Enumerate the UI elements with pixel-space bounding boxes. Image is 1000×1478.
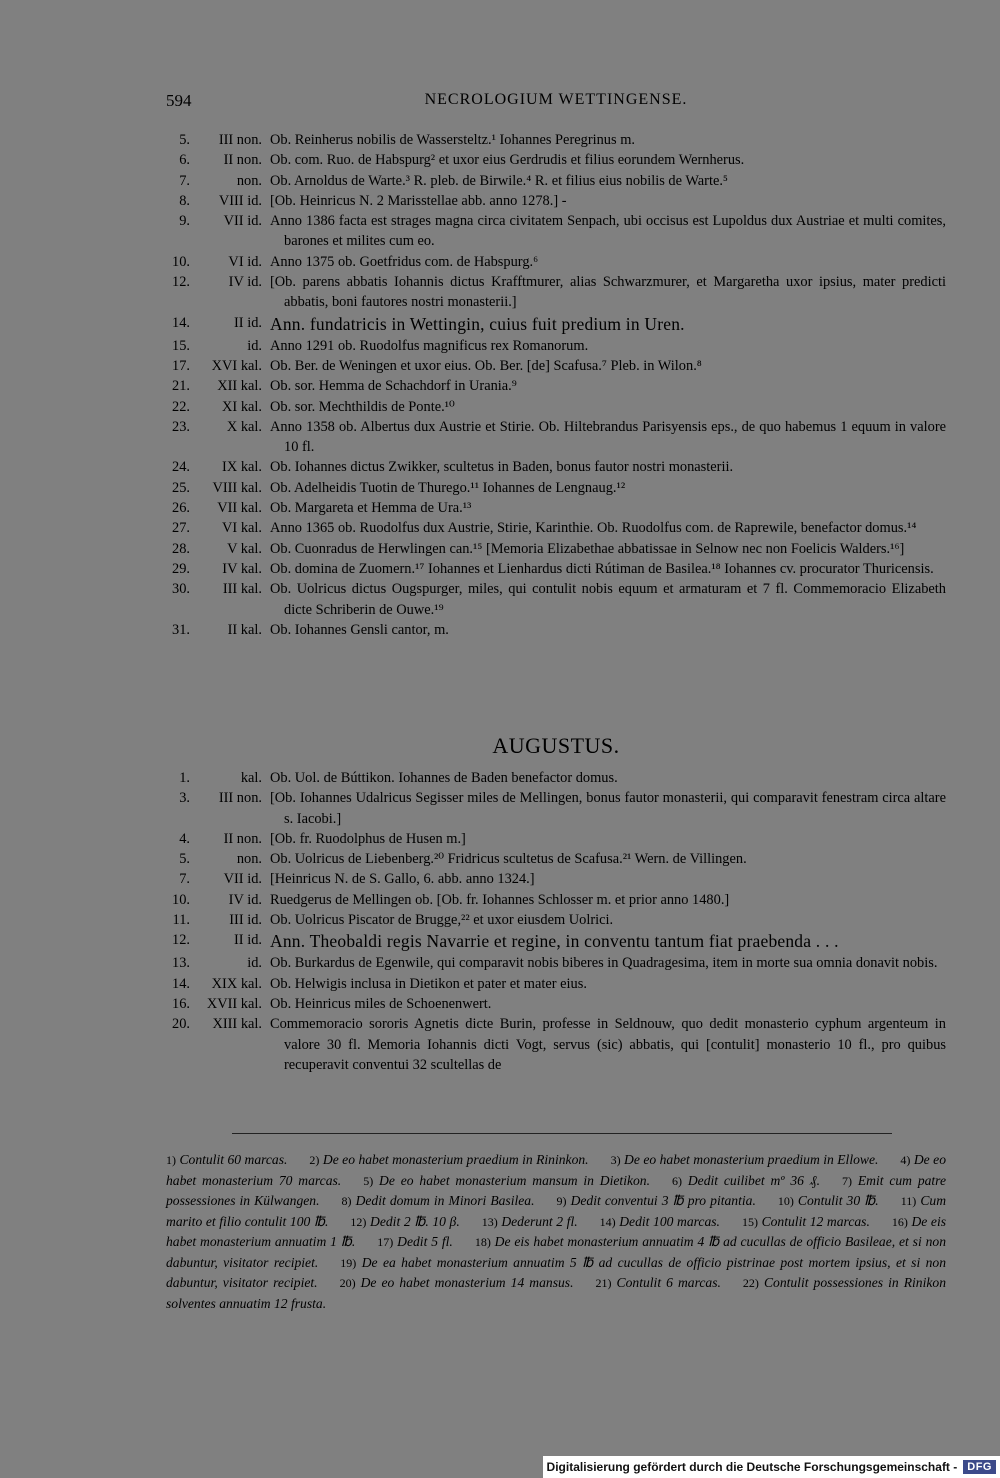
entry-text: Anno 1291 ob. Ruodolfus magnificus rex Romanorum. bbox=[270, 337, 589, 354]
footnote-text: De eo habet monasterium praedium in Rininkon. bbox=[322, 1152, 589, 1167]
entry-text: [Ob. parens abbatis Iohannis dictus Krafftmurer, alias Schwarzmurer, et Margaretha uxor ipsius, mater predicti abbatis, boni fautores nostri monasterii.] bbox=[270, 274, 946, 311]
entry-text: Anno 1386 facta est strages magna circa civitatem Senpach, ubi occisus est Lupoldus dux Austriae et multi comites, barones et milites cum eo. bbox=[270, 213, 946, 250]
entry-date: VII id. bbox=[223, 213, 262, 230]
entry-day: 16. bbox=[172, 995, 190, 1012]
entry-day: 24. bbox=[172, 459, 190, 476]
entry-text: Ob. Heinricus miles de Schoenenwert. bbox=[270, 995, 492, 1012]
entry-text: Ob. com. Ruo. de Habspurg² et uxor eius Gerdrudis et filius eorundem Wernherus. bbox=[270, 152, 745, 169]
necrology-entry bbox=[166, 1014, 946, 1075]
entry-date: IX kal. bbox=[222, 459, 262, 476]
footnote bbox=[363, 1173, 650, 1188]
entry-text: Ob. Uolricus de Liebenberg.²⁰ Fridricus scultetus de Scafusa.²¹ Wern. de Villingen. bbox=[270, 851, 747, 868]
entry-day: 30. bbox=[172, 581, 190, 598]
footnote bbox=[482, 1214, 578, 1229]
necrology-entry bbox=[166, 171, 946, 191]
entry-day: 11. bbox=[172, 912, 190, 929]
entry-day: 6. bbox=[179, 152, 190, 169]
necrology-entry bbox=[166, 498, 946, 518]
footnote-text: Contulit possessiones in Rinikon solventes annuatim 12 frusta. bbox=[166, 1275, 946, 1311]
necrology-entry bbox=[166, 252, 946, 272]
entry-text: Ob. Burkardus de Egenwile, qui comparavit nobis biberes in Quadragesima, item in morte sua omnia donavit nobis. bbox=[270, 955, 938, 972]
footnote-marker: 18) bbox=[474, 1235, 491, 1249]
necrology-entry bbox=[166, 930, 946, 953]
entry-day: 15. bbox=[172, 337, 190, 354]
necrology-entry bbox=[166, 890, 946, 910]
entry-date: II id. bbox=[234, 314, 262, 331]
footnote-marker: 11) bbox=[900, 1194, 917, 1208]
july-entries bbox=[166, 130, 946, 640]
necrology-entry bbox=[166, 788, 946, 829]
entry-day: 12. bbox=[172, 274, 190, 291]
entry-text: Ob. Helwigis inclusa in Dietikon et pater et mater eius. bbox=[270, 975, 587, 992]
entry-date: IV kal. bbox=[222, 560, 262, 577]
entry-day: 13. bbox=[172, 955, 190, 972]
necrology-entry bbox=[166, 579, 946, 620]
entry-date: XII kal. bbox=[217, 378, 262, 395]
footnote-marker: 13) bbox=[481, 1214, 498, 1229]
footnote-marker: 16) bbox=[891, 1214, 908, 1229]
footnote-marker: 3) bbox=[610, 1153, 621, 1167]
footnote-marker: 6) bbox=[672, 1173, 683, 1188]
entry-day: 4. bbox=[179, 830, 190, 847]
necrology-entry bbox=[166, 397, 946, 417]
footnote-text: Contulit 6 marcas. bbox=[616, 1275, 721, 1290]
footnote bbox=[557, 1193, 756, 1208]
footnote-text: De eo habet monasterium 14 mansus. bbox=[360, 1275, 574, 1290]
entry-date: XVII kal. bbox=[206, 995, 262, 1012]
entry-day: 31. bbox=[172, 621, 190, 638]
entry-day: 7. bbox=[179, 871, 190, 888]
footnote-text: Emit cum patre possessiones in Külwangen. bbox=[166, 1172, 947, 1208]
entry-day: 22. bbox=[172, 398, 190, 415]
necrology-entry bbox=[166, 953, 946, 973]
entry-date: non. bbox=[236, 851, 262, 868]
entry-text: [Ob. Iohannes Udalricus Segisser miles de Mellingen, bonus fautor monasterii, qui comparavit fenestram circa altare s. Iacobi.] bbox=[270, 790, 946, 827]
necrology-entry bbox=[166, 539, 946, 559]
footnotes bbox=[166, 1150, 946, 1314]
footnote-text: De eo habet monasterium praedium in Ellowe. bbox=[624, 1152, 879, 1167]
entry-day: 21. bbox=[172, 378, 190, 395]
entry-date: VIII id. bbox=[218, 192, 262, 209]
footnote-text: Contulit 12 marcas. bbox=[761, 1213, 870, 1229]
entry-day: 25. bbox=[172, 479, 190, 496]
footnote-text: Dedit domum in Minori Basilea. bbox=[355, 1193, 535, 1208]
footnote bbox=[742, 1214, 870, 1229]
running-title: NECROLOGIUM WETTINGENSE. bbox=[424, 91, 688, 108]
entry-date: kal. bbox=[240, 770, 262, 786]
footnote-marker: 19) bbox=[340, 1255, 357, 1270]
entry-text: [Heinricus N. de S. Gallo, 6. abb. anno 1324.] bbox=[270, 871, 535, 888]
necrology-entry bbox=[166, 336, 946, 356]
entry-text: Ob. Reinherus nobilis de Wassersteltz.¹ Iohannes Peregrinus m. bbox=[270, 132, 635, 148]
entry-text: Ob. sor. Hemma de Schachdorf in Urania.⁹ bbox=[270, 378, 517, 395]
entry-day: 23. bbox=[172, 418, 190, 435]
entry-day: 14. bbox=[172, 975, 190, 992]
footnote bbox=[350, 1214, 459, 1229]
entry-text: Ob. domina de Zuomern.¹⁷ Iohannes et Lienhardus dicti Rútiman de Basilea.¹⁸ Iohannes cv. procurator Thuricensis. bbox=[270, 560, 934, 577]
footnote-marker: 22) bbox=[742, 1276, 759, 1290]
necrology-entry bbox=[166, 457, 946, 477]
footnote bbox=[340, 1275, 574, 1290]
entry-date: VI kal. bbox=[222, 520, 262, 537]
august-entries bbox=[166, 768, 946, 1075]
entry-date: II non. bbox=[223, 830, 262, 847]
necrology-entry bbox=[166, 376, 946, 396]
entry-text: Ann. fundatricis in Wettingin, cuius fuit predium in Uren. bbox=[270, 313, 685, 334]
entry-date: non. bbox=[236, 172, 262, 189]
entry-date: XVI kal. bbox=[211, 357, 262, 374]
necrology-entry bbox=[166, 191, 946, 211]
necrology-entry bbox=[166, 869, 946, 889]
entry-text: Commemoracio sororis Agnetis dicte Burin, professe in Seldnouw, quo dedit monasterio cyphum argenteum in valore 30 fl. Memoria Iohannis dicti Vogt, servus (sic) abbatis, qui [contulit] monasterio 10 fl., pro quibus recuperavit conventui 32 scultellas de bbox=[270, 1016, 946, 1073]
entry-text: Ob. Uol. de Búttikon. Iohannes de Baden benefactor domus. bbox=[270, 770, 618, 786]
entry-day: 20. bbox=[172, 1016, 190, 1033]
necrology-entry bbox=[166, 130, 946, 150]
footnote-text: De eis habet monasterium annuatim 1 ℔. bbox=[166, 1213, 947, 1249]
footnote bbox=[595, 1275, 720, 1290]
entry-day: 17. bbox=[172, 357, 190, 374]
entry-text: Ob. Ber. de Weningen et uxor eius. Ob. Ber. [de] Scafusa.⁷ Pleb. in Wilon.⁸ bbox=[270, 357, 702, 374]
necrology-entry bbox=[166, 559, 946, 579]
necrology-entry bbox=[166, 272, 946, 313]
necrology-entry bbox=[166, 849, 946, 869]
entry-day: 26. bbox=[172, 500, 190, 517]
footnote bbox=[778, 1193, 879, 1208]
entry-date: IV id. bbox=[228, 274, 262, 291]
footnote-marker: 12) bbox=[350, 1214, 367, 1229]
page-number: 594 bbox=[166, 91, 192, 110]
entry-date: IV id. bbox=[228, 891, 262, 908]
footnote-marker: 21) bbox=[595, 1276, 612, 1290]
digitization-credit-bar bbox=[543, 1456, 1000, 1478]
footnote-marker: 17) bbox=[377, 1235, 394, 1249]
footnote-text: Dedit 5 fl. bbox=[397, 1234, 453, 1249]
necrology-entry bbox=[166, 417, 946, 458]
footnote-marker: 10) bbox=[777, 1194, 794, 1208]
necrology-entry bbox=[166, 974, 946, 994]
entry-day: 5. bbox=[179, 132, 190, 148]
footnote-marker: 8) bbox=[341, 1194, 352, 1208]
entry-date: III kal. bbox=[222, 581, 262, 598]
entry-day: 7. bbox=[179, 172, 190, 189]
footnote bbox=[377, 1234, 453, 1249]
footnote bbox=[342, 1193, 535, 1208]
entry-date: III id. bbox=[229, 912, 262, 929]
necrology-entry bbox=[166, 211, 946, 252]
necrology-entry bbox=[166, 768, 946, 788]
entry-text: Ob. Iohannes dictus Zwikker, scultetus in Baden, bonus fautor nostri monasterii. bbox=[270, 459, 734, 476]
entry-text: Ruedgerus de Mellingen ob. [Ob. fr. Iohannes Schlosser m. et prior anno 1480.] bbox=[270, 891, 730, 908]
entry-day: 27. bbox=[172, 520, 190, 537]
entry-day: 10. bbox=[172, 891, 190, 908]
footnote-marker: 5) bbox=[363, 1173, 374, 1188]
credit-text: Digitalisierung gefördert durch die Deutsche Forschungsgemeinschaft - bbox=[546, 1460, 958, 1474]
footnote-text: De eis habet monasterium annuatim 4 ℔ ad cucullas de officio Basileae, et si non dabuntur, visitator recipiet. bbox=[166, 1234, 946, 1270]
footnote-marker: 2) bbox=[309, 1153, 320, 1167]
entry-text: Anno 1365 ob. Ruodolfus dux Austrie, Stirie, Karinthie. Ob. Ruodolfus com. de Raprewile, benefactor domus.¹⁴ bbox=[270, 520, 917, 537]
footnote bbox=[600, 1214, 720, 1229]
entry-day: 3. bbox=[179, 790, 190, 807]
footnote-marker: 4) bbox=[900, 1153, 911, 1167]
footnote-text: Contulit 60 marcas. bbox=[179, 1152, 288, 1167]
entry-date: III non. bbox=[218, 790, 262, 807]
entry-text: Ob. Iohannes Gensli cantor, m. bbox=[270, 621, 449, 638]
entry-date: V kal. bbox=[227, 540, 262, 557]
footnote-separator bbox=[232, 1133, 892, 1134]
entry-date: VII id. bbox=[223, 871, 262, 888]
entry-date: XIII kal. bbox=[212, 1016, 262, 1033]
entry-text: Ob. Cuonradus de Herwlingen can.¹⁵ [Memoria Elizabethae abbatissae in Selnow nec non Foelicis Walders.¹⁶] bbox=[270, 540, 905, 557]
necrology-entry bbox=[166, 994, 946, 1014]
entry-day: 14. bbox=[172, 314, 190, 331]
entry-day: 1. bbox=[179, 770, 190, 786]
entry-date: id. bbox=[247, 337, 262, 354]
necrology-entry bbox=[166, 478, 946, 498]
entry-text: Anno 1375 ob. Goetfridus com. de Habspurg.⁶ bbox=[270, 253, 539, 270]
entry-date: VII kal. bbox=[217, 500, 262, 517]
necrology-entry bbox=[166, 910, 946, 930]
entry-date: VIII kal. bbox=[212, 479, 262, 496]
dfg-logo: DFG bbox=[963, 1460, 996, 1474]
entry-text: [Ob. fr. Ruodolphus de Husen m.] bbox=[270, 830, 466, 847]
entry-date: II kal. bbox=[227, 621, 262, 638]
entry-date: VI id. bbox=[228, 253, 262, 270]
entry-day: 9. bbox=[179, 213, 190, 230]
entry-date: II id. bbox=[234, 932, 262, 949]
footnote-text: Dedit conventui 3 ℔ pro pitantia. bbox=[570, 1193, 756, 1208]
entry-text: Anno 1358 ob. Albertus dux Austrie et Stirie. Ob. Hiltebrandus Parisyensis eps., de quo habemus 1 equum in valore 10 fl. bbox=[270, 418, 946, 456]
entry-date: XIX kal. bbox=[211, 975, 262, 992]
page-header bbox=[166, 91, 946, 113]
footnote-marker: 1) bbox=[166, 1153, 176, 1167]
entry-day: 8. bbox=[179, 192, 190, 209]
footnote-marker: 14) bbox=[599, 1214, 616, 1229]
footnote-text: De eo habet monasterium 70 marcas. bbox=[166, 1152, 946, 1188]
necrology-entry bbox=[166, 356, 946, 376]
necrology-entry bbox=[166, 518, 946, 538]
entry-day: 29. bbox=[172, 560, 190, 577]
footnote-marker: 7) bbox=[841, 1173, 852, 1188]
footnote-text: De ea habet monasterium annuatim 5 ℔ ad cucullas de officio pistrinae post mortem ipsius, et si non dabuntur, visitator recipiet. bbox=[166, 1254, 947, 1290]
footnote-text: Dedit cuilibet mº 36 ₰. bbox=[687, 1172, 820, 1188]
footnote-text: Dedit 100 marcas. bbox=[619, 1213, 720, 1229]
necrology-entry bbox=[166, 620, 946, 640]
entry-text: Ob. Arnoldus de Warte.³ R. pleb. de Birwile.⁴ R. et filius eius nobilis de Warte.⁵ bbox=[270, 172, 728, 189]
footnote-text: Contulit 30 ℔. bbox=[797, 1193, 879, 1208]
entry-text: Ob. Uolricus dictus Ougspurger, miles, qui contulit nobis equum et armaturam et 7 fl. Commemoracio Elizabeth dicte Schriberin de Ouwe.¹⁹ bbox=[270, 581, 946, 618]
entry-day: 12. bbox=[172, 932, 190, 949]
entry-text: Ann. Theobaldi regis Navarrie et regine, in conventu tantum fiat praebenda . . . bbox=[270, 931, 839, 952]
footnote-text: Cum marito et filio contulit 100 ℔. bbox=[166, 1193, 947, 1229]
entry-date: III non. bbox=[218, 132, 262, 148]
entry-day: 5. bbox=[179, 851, 190, 868]
footnote bbox=[166, 1152, 287, 1167]
necrology-entry bbox=[166, 313, 946, 336]
entry-text: Ob. Adelheidis Tuotin de Thurego.¹¹ Iohannes de Lengnaug.¹² bbox=[270, 479, 626, 496]
entry-text: Ob. Uolricus Piscator de Brugge,²² et uxor eiusdem Uolrici. bbox=[270, 912, 614, 929]
entry-date: II non. bbox=[223, 152, 262, 169]
entry-text: Ob. Margareta et Hemma de Ura.¹³ bbox=[270, 500, 472, 517]
entry-day: 28. bbox=[172, 540, 190, 557]
footnote-text: Dedit 2 ℔. 10 β. bbox=[370, 1213, 460, 1229]
necrology-entry bbox=[166, 150, 946, 170]
footnote-text: De eo habet monasterium mansum in Dietikon. bbox=[379, 1172, 651, 1188]
entry-text: Ob. sor. Mechthildis de Ponte.¹⁰ bbox=[270, 398, 455, 415]
entry-day: 10. bbox=[172, 253, 190, 270]
footnote bbox=[309, 1152, 588, 1167]
footnote-marker: 20) bbox=[339, 1276, 356, 1290]
entry-date: XI kal. bbox=[222, 398, 262, 415]
footnote bbox=[672, 1173, 820, 1188]
footnote bbox=[611, 1152, 879, 1167]
month-heading: AUGUSTUS. bbox=[492, 733, 620, 758]
footnote-text: Dederunt 2 fl. bbox=[501, 1213, 578, 1229]
entry-date: X kal. bbox=[226, 418, 262, 435]
footnote-marker: 15) bbox=[741, 1214, 758, 1229]
footnote-marker: 9) bbox=[556, 1194, 567, 1208]
necrology-entry bbox=[166, 829, 946, 849]
entry-date: id. bbox=[247, 955, 262, 972]
entry-text: [Ob. Heinricus N. 2 Marisstellae abb. anno 1278.] - bbox=[270, 192, 567, 209]
